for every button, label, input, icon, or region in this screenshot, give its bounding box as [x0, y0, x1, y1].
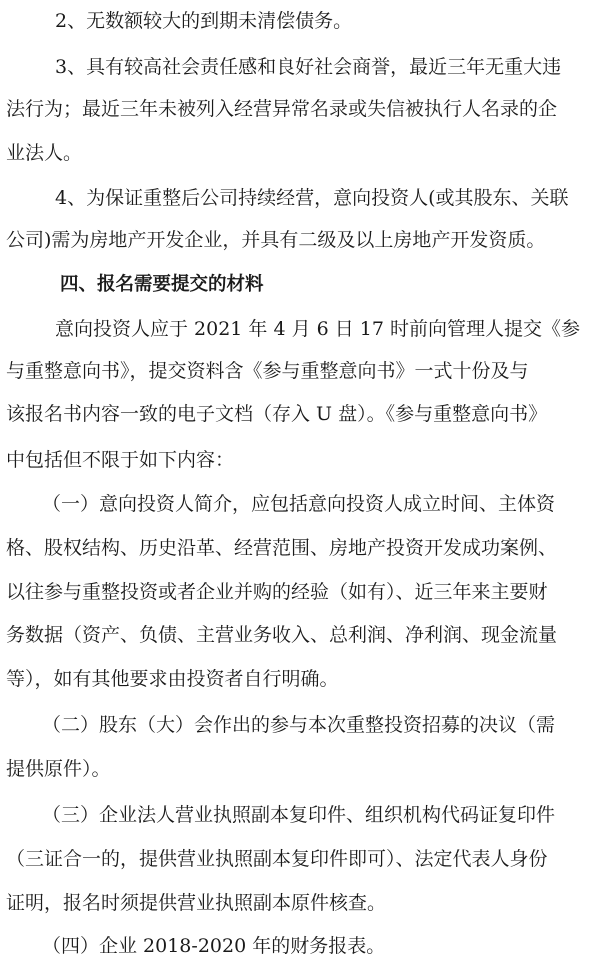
intro-line-2: 与重整意向书》，提交资料含《参与重整意向书》一式十份及与 — [6, 360, 529, 382]
paragraph-3-line-1: 3、具有较高社会责任感和良好社会商誉，最近三年无重大违 — [55, 56, 562, 78]
paragraph-3-line-2: 法行为；最近三年未被列入经营异常名录或失信被执行人名录的企 — [6, 98, 558, 120]
item-4-line-1: （四）企业 2018-2020 年的财务报表。 — [42, 935, 386, 957]
item-1-line-2: 格、股权结构、历史沿革、经营范围、房地产投资开发成功案例、 — [6, 537, 558, 559]
item-2-line-2: 提供原件）。 — [6, 758, 111, 780]
section-heading: 四、报名需要提交的材料 — [60, 274, 264, 295]
item-3-line-3: 证明，报名时须提供营业执照副本原件核查。 — [6, 892, 387, 914]
intro-line-4: 中包括但不限于如下内容： — [6, 449, 235, 471]
item-2-line-1: （二）股东（大）会作出的参与本次重整投资招募的决议（需 — [42, 714, 556, 736]
item-3-line-1: （三）企业法人营业执照副本复印件、组织机构代码证复印件 — [42, 804, 556, 826]
paragraph-2-line-1: 2、无数额较大的到期未清偿债务。 — [55, 10, 353, 32]
intro-line-1: 意向投资人应于 2021 年 4 月 6 日 17 时前向管理人提交《参 — [55, 318, 581, 340]
item-1-line-5: 等），如有其他要求由投资者自行明确。 — [6, 668, 339, 690]
item-3-line-2: （三证合一的，提供营业执照副本复印件即可）、法定代表人身份 — [6, 848, 548, 870]
paragraph-4-line-2: 公司)需为房地产开发企业，并具有二级及以上房地产开发资质。 — [6, 229, 546, 251]
paragraph-3-line-3: 业法人。 — [6, 142, 83, 164]
item-1-line-4: 务数据（资产、负债、主营业务收入、总利润、净利润、现金流量 — [6, 624, 558, 646]
item-1-line-3: 以往参与重整投资或者企业并购的经验（如有）、近三年来主要财 — [6, 581, 548, 603]
intro-line-3: 该报名书内容一致的电子文档（存入 U 盘）。《参与重整意向书》 — [6, 403, 548, 425]
item-1-line-1: （一）意向投资人简介，应包括意向投资人成立时间、主体资 — [42, 493, 556, 515]
paragraph-4-line-1: 4、为保证重整后公司持续经营，意向投资人(或其股东、关联 — [55, 187, 569, 209]
